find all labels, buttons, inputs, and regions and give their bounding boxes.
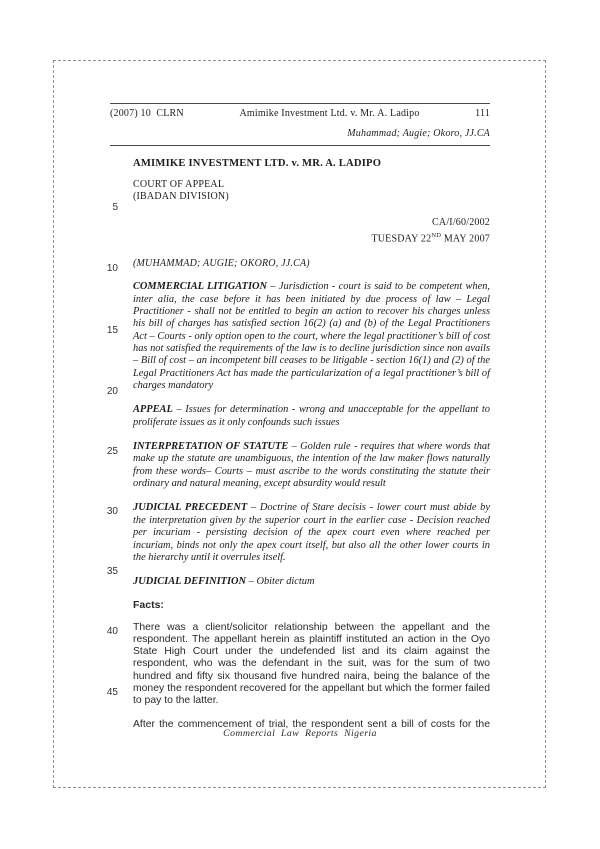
suit-number: CA/I/60/2002 — [432, 217, 490, 228]
court-division: (IBADAN DIVISION) — [133, 191, 229, 202]
catchword-body: – Jurisdiction - court is said to be competent when, inter alia, the case before it has been initiated by due process of law – Legal Practitioner - shall not be entitled to begin an action to recover his charges unless his bill of charges has satisfied section 16(2) (a) and (b) of the Legal Practitioners Act – Courts - only option open to the court, where the legal practitioner’s bill of cost has not satisfied the requirements of the law is to decline jurisdiction since non avails – Bill of cost – an incompetent bill ceases to be litigable - section 16(1) and (2) of the Legal Practitioners Act has made the particularization of a legal practitioner’s bill of charges mandatory — [133, 281, 491, 392]
body-column — [133, 158, 490, 731]
case-name-running-head: Amimike Investment Ltd. v. Mr. A. Ladipo — [239, 108, 420, 119]
header-bottom-rule — [110, 145, 490, 146]
catchword-body: – Golden rule - requires that where words that make up the statute are unambiguous, the intention of the law maker flows naturally from these words– Courts – must ascribe to the words constituting the statute their ordinary and natural meaning, except absurdity would result — [133, 441, 490, 490]
catchword-heading: COMMERCIAL LITIGATION — [133, 281, 268, 293]
catchword-commercial-litigation — [133, 281, 490, 392]
catchword-appeal — [133, 404, 490, 429]
margin-line-number: 45 — [106, 687, 118, 698]
footer-publication-name: Commercial Law Reports Nigeria — [223, 728, 377, 739]
date-suffix: MAY 2007 — [441, 232, 490, 244]
citation-text: (2007) 10 CLRN — [110, 108, 184, 119]
page-content — [110, 103, 490, 731]
catchword-body: – Obiter dictum — [246, 576, 315, 588]
hearing-date — [133, 230, 490, 246]
court-name: COURT OF APPEAL — [133, 179, 225, 190]
margin-line-number: 15 — [106, 325, 118, 336]
catchword-body: – Issues for determination - wrong and unacceptable for the appellant to proliferate issues as it only confounds such issues — [133, 404, 490, 428]
catchword-body: – Doctrine of Stare decisis - lower court must abide by the interpretation given by the superior court in the earlier case - Decision reached per incuriam - persisting decision of the apex court even where reached per incuriam, binds not only the apex court itself, but also all the other lower courts in the hierarchy until it overrules itself. — [133, 502, 490, 563]
case-title: AMIMIKE INVESTMENT LTD. v. MR. A. LADIPO — [133, 158, 382, 169]
margin-line-number: 30 — [106, 506, 118, 517]
facts-heading: Facts: — [133, 598, 164, 611]
coram-line: (MUHAMMAD; AUGIE; OKORO, JJ.CA) — [133, 258, 310, 270]
margin-line-number: 40 — [106, 626, 118, 637]
facts-paragraph: After the commencement of trial, the respondent sent a bill of costs for the — [133, 718, 490, 730]
judges-running-line: Muhammad; Augie; Okoro, JJ.CA — [347, 128, 490, 139]
catchword-judicial-precedent — [133, 502, 490, 564]
margin-line-number: 20 — [106, 386, 118, 397]
case-reference-block — [133, 217, 490, 245]
date-ordinal-superscript: ND — [431, 231, 442, 239]
date-prefix: TUESDAY 22 — [371, 232, 432, 244]
catchword-heading: INTERPRETATION OF STATUTE — [133, 441, 289, 453]
margin-line-number: 35 — [106, 566, 118, 577]
catchword-heading: JUDICIAL PRECEDENT — [133, 502, 248, 514]
catchword-heading: JUDICIAL DEFINITION — [133, 576, 247, 588]
facts-paragraph: There was a client/solicitor relationship between the appellant and the respondent. The appellant herein as plaintiff instituted an action in the Oyo State High Court under the undefended list and its claim against the respondent, who was the defendant in the suit, was for the sum of two hundred and fifty six thousand five hundred naira, being the balance of the money the respondent recovered for the appellant but which the former failed to pay to the latter. — [133, 621, 490, 707]
catchword-judicial-definition — [133, 576, 490, 588]
margin-line-number: 5 — [112, 202, 118, 213]
catchword-interpretation-of-statute — [133, 441, 490, 490]
court-block — [133, 179, 490, 203]
margin-line-number: 10 — [106, 263, 118, 274]
catchword-heading: APPEAL — [133, 404, 173, 416]
page-number: 111 — [475, 108, 490, 119]
margin-line-number: 25 — [106, 446, 118, 457]
running-header — [110, 104, 490, 121]
